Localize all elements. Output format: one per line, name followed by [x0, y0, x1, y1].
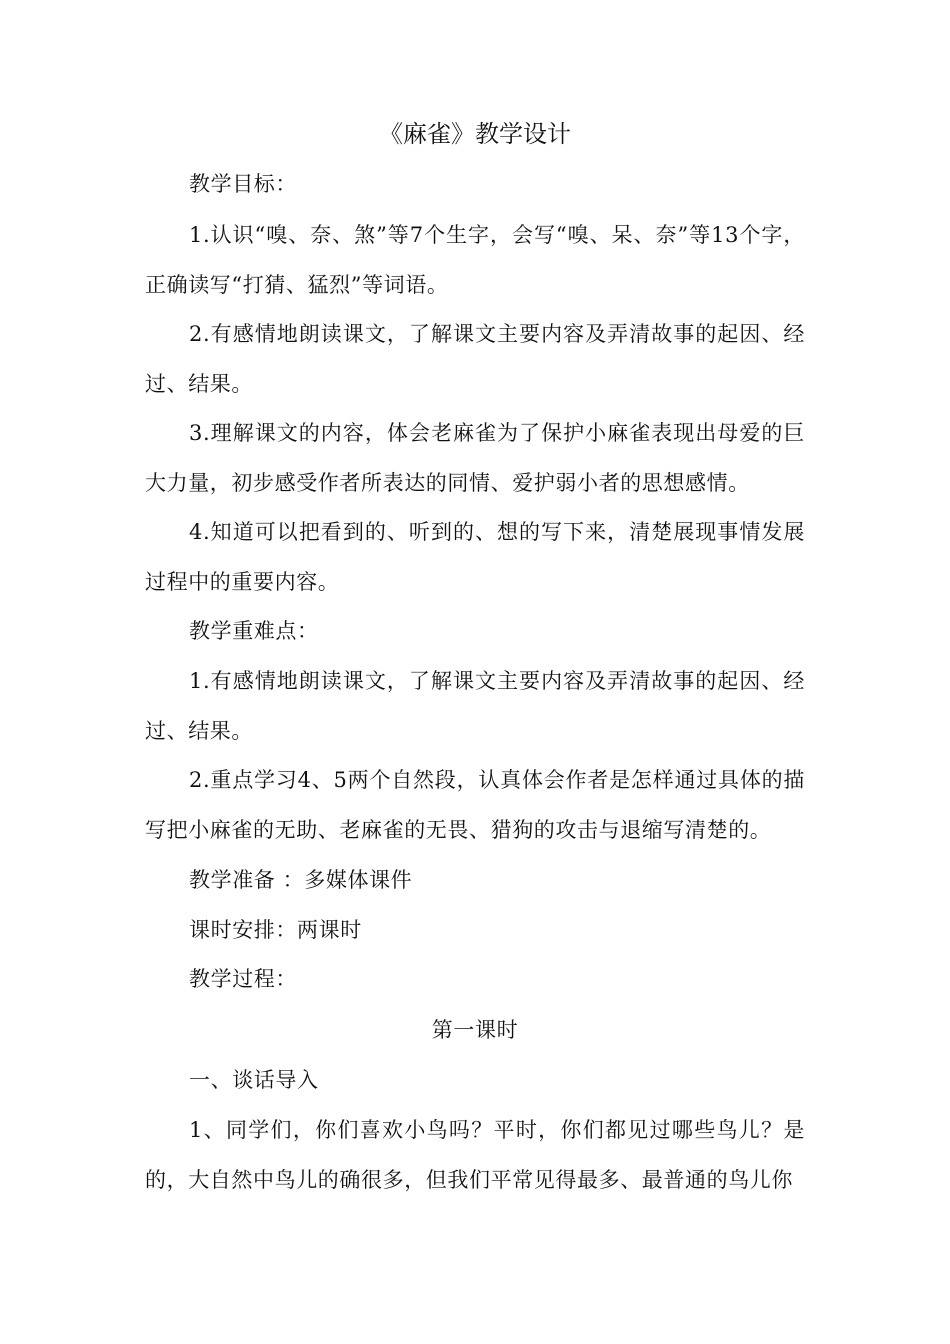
schedule-line: 课时安排：两课时 — [189, 918, 362, 942]
objective-1: 1.认识“嗅、奈、煞”等7个生字，会写“嗅、呆、奈”等13个字，正确读写“打猜、猛烈”等词语。 — [145, 223, 805, 297]
process-heading: 教学过程： — [189, 967, 297, 991]
document-title: 《麻雀》教学设计 — [379, 120, 571, 148]
preparation-line: 教学准备 ：多媒体课件 — [189, 868, 413, 892]
key-point-1: 1.有感情地朗读课文，了解课文主要内容及弄清故事的起因、经过、结果。 — [145, 669, 805, 743]
section-one-paragraph: 1、同学们，你们喜欢小鸟吗？平时，你们都见过哪些鸟儿？是的，大自然中鸟儿的确很多，但我们平常见得最多、最普通的鸟儿你 — [145, 1118, 805, 1192]
objective-2: 2.有感情地朗读课文，了解课文主要内容及弄清故事的起因、经过、结果。 — [145, 322, 805, 396]
key-points-heading: 教学重难点： — [189, 619, 319, 643]
objectives-heading: 教学目标： — [189, 172, 297, 196]
objective-4: 4.知道可以把看到的、听到的、想的写下来，清楚展现事情发展过程中的重要内容。 — [145, 520, 805, 594]
lesson-one-heading: 第一课时 — [431, 1018, 519, 1042]
objective-3: 3.理解课文的内容，体会老麻雀为了保护小麻雀表现出母爱的巨大力量，初步感受作者所表达的同情、爱护弱小者的思想感情。 — [145, 421, 805, 495]
key-point-2: 2.重点学习4、5两个自然段，认真体会作者是怎样通过具体的描写把小麻雀的无助、老麻雀的无畏、猎狗的攻击与退缩写清楚的。 — [145, 768, 805, 842]
section-one-heading: 一、谈话导入 — [189, 1068, 319, 1092]
